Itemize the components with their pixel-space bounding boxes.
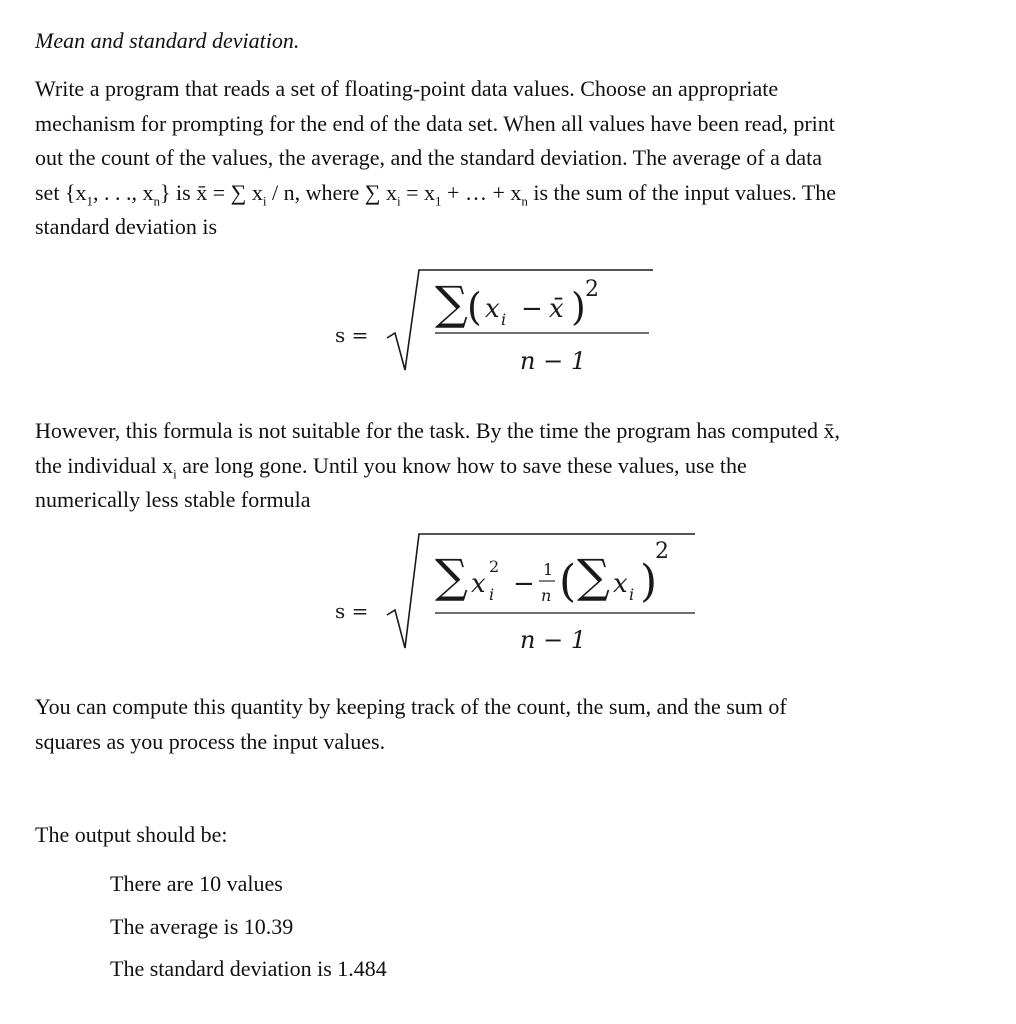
hint-line-1: You can compute this quantity by keeping track of the count, the sum, and the sum of [35, 694, 787, 719]
formula2-inner-x: x [613, 569, 628, 599]
formula1-lhs: s = [335, 323, 369, 347]
problem-title: Mean and standard deviation. [35, 28, 300, 53]
formula1-x: x [485, 294, 500, 324]
problem-description [35, 72, 975, 245]
formula2-inner-sigma: ∑ [577, 549, 610, 603]
formula-caveat [35, 414, 975, 518]
output-intro-line: The output should be: [35, 822, 228, 847]
description-line-1: Write a program that reads a set of floating-point data values. Choose an appropriate [35, 76, 779, 101]
formula2-open-paren: ( [559, 556, 577, 607]
formula2-sigma: ∑ [435, 549, 468, 603]
formula2-frac-den: n [541, 586, 552, 605]
formula2-minus: − [513, 569, 535, 599]
output-average-line: The average is 10.39 [110, 913, 294, 939]
formula2-frac-num: 1 [543, 560, 554, 579]
formula1-open-paren: ( [467, 285, 482, 329]
formula2-x: x [471, 569, 486, 599]
std-dev-formula-definition [335, 262, 675, 382]
description-line-4: set {$x_1$, . . ., $x_n$} is x̄ = ∑ $x_i$ / n, where ∑ $x_i = x_1$ + … + $x_n$ is the sum of the input values. The [35, 179, 837, 208]
caveat-line-3: numerically less stable formula [35, 487, 311, 512]
formula2-sub-i: i [489, 585, 495, 604]
formula1-exponent: 2 [585, 277, 599, 302]
output-count-line: There are 10 values [110, 871, 283, 896]
formula1-minus: − [521, 294, 543, 324]
formula2-lhs: s = [335, 599, 369, 623]
computation-hint [35, 690, 975, 759]
formula1-denominator: n − 1 [520, 347, 587, 375]
expected-output [110, 866, 387, 994]
caveat-line-2: the individual $x_i$ are long gone. Until you know how to save these values, use the [35, 452, 747, 481]
std-dev-formula-streaming [335, 530, 735, 660]
output-stddev-line: The standard deviation is 1.484 [110, 956, 387, 981]
formula1-sub-i: i [501, 310, 507, 329]
output-intro [35, 818, 975, 853]
description-line-5: standard deviation is [35, 214, 218, 239]
formula2-close-paren: ) [640, 556, 658, 607]
formula1-sigma: ∑ [435, 276, 468, 330]
hint-line-2: squares as you process the input values. [35, 728, 386, 754]
description-line-2: mechanism for prompting for the end of the data set. When all values have been read, print [35, 110, 835, 136]
formula1-xbar: x̄ [549, 294, 564, 324]
caveat-line-1: However, this formula is not suitable for the task. By the time the program has computed x̄, [35, 418, 840, 443]
description-line-3: out the count of the values, the average, and the standard deviation. The average of a data [35, 145, 822, 170]
formula2-sup-2: 2 [489, 557, 500, 576]
formula2-denominator: n − 1 [520, 626, 587, 654]
formula2-inner-sub-i: i [629, 585, 635, 604]
formula2-exponent: 2 [655, 539, 669, 564]
formula1-close-paren: ) [571, 285, 586, 329]
